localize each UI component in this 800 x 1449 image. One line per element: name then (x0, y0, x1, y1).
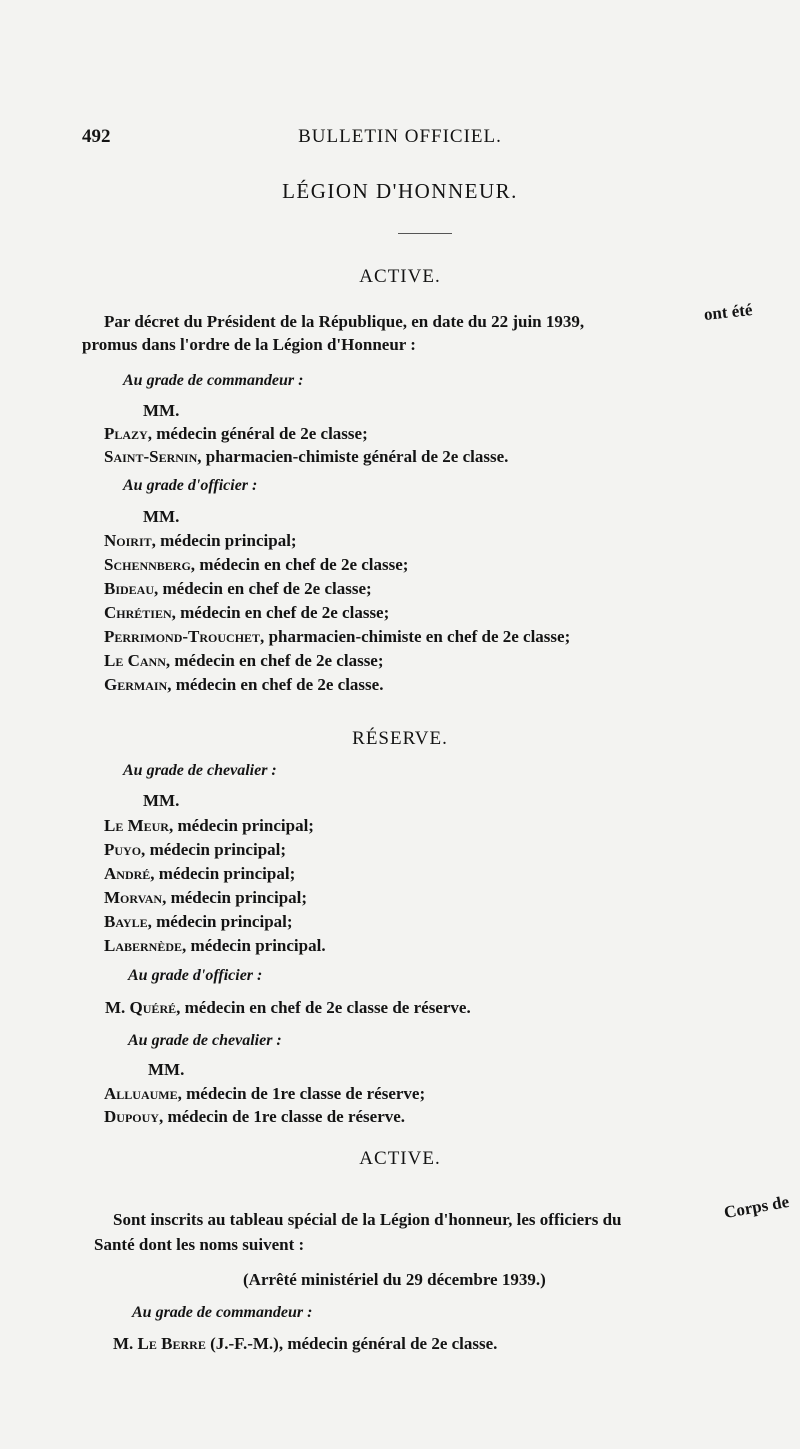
grade-commandeur-2: Au grade de commandeur : (132, 1304, 313, 1321)
commandeur-entry (113, 1335, 497, 1352)
mm-label: MM. (143, 507, 180, 526)
person-name: Germain, (104, 675, 172, 694)
list-item (104, 448, 508, 465)
arrete-line: (Arrêté ministériel du 29 décembre 1939.) (243, 1270, 546, 1289)
person-rank: médecin en chef de 2e classe; (170, 651, 384, 670)
grade-chevalier-1: Au grade de chevalier : (123, 762, 277, 779)
intro2-line-2: Santé dont les noms suivent : (94, 1235, 305, 1254)
active-heading-1: ACTIVE. (359, 266, 441, 287)
grade-officier-1: Au grade d'officier : (123, 477, 258, 494)
list-item (104, 628, 570, 645)
person-rank: médecin principal; (145, 840, 287, 859)
intro2-tail: Corps de (722, 1191, 791, 1223)
prefix-m: M. (105, 998, 130, 1017)
grade-commandeur-1: Au grade de commandeur : (123, 372, 304, 389)
person-name: Schennberg, (104, 555, 196, 574)
intro-tail-1: ont été (702, 300, 754, 325)
list-item (104, 676, 383, 693)
list-item (104, 580, 372, 597)
person-rank: médecin en chef de 2e classe; (195, 555, 409, 574)
person-rank: médecin en chef de 2e classe. (171, 675, 384, 694)
page-number: 492 (82, 126, 111, 147)
officier-reserve-entry (105, 999, 471, 1016)
list-item (104, 1085, 425, 1102)
person-name: Le Berre (137, 1334, 206, 1353)
person-rank: médecin général de 2e classe; (151, 424, 368, 443)
person-rank: pharmacien-chimiste général de 2e classe. (201, 447, 509, 466)
person-rank: médecin en chef de 2e classe de réserve. (180, 998, 471, 1017)
person-name: Bideau, (104, 579, 159, 598)
person-rank: pharmacien-chimiste en chef de 2e classe; (264, 627, 571, 646)
list-item (104, 865, 295, 882)
grade-chevalier-2: Au grade de chevalier : (128, 1032, 282, 1049)
person-rank: médecin principal. (186, 936, 326, 955)
list-item (104, 425, 368, 442)
person-rank: médecin principal; (154, 864, 296, 883)
list-item (104, 1108, 405, 1125)
list-item (104, 556, 408, 573)
person-name: Labernède, (104, 936, 187, 955)
running-header: BULLETIN OFFICIEL. (298, 126, 502, 147)
title-rule (398, 233, 452, 234)
person-name: Puyo, (104, 840, 146, 859)
grade-officier-2: Au grade d'officier : (128, 967, 263, 984)
person-name: André, (104, 864, 155, 883)
person-name: Alluaume, (104, 1084, 182, 1103)
reserve-heading: RÉSERVE. (352, 728, 448, 749)
person-name: Saint-Sernin, (104, 447, 202, 466)
list-item (104, 652, 384, 669)
mm-label: MM. (143, 791, 180, 810)
person-name: Perrimond-Trouchet, (104, 627, 265, 646)
person-name: Le Cann, (104, 651, 171, 670)
prefix-m: M. (113, 1334, 138, 1353)
main-title: LÉGION D'HONNEUR. (282, 179, 518, 203)
person-name: Quéré, (129, 998, 181, 1017)
person-rank: (J.-F.-M.), médecin général de 2e classe. (205, 1334, 498, 1353)
intro2-line-1: Sont inscrits au tableau spécial de la Légion d'honneur, les officiers du (113, 1210, 622, 1229)
person-rank: médecin principal; (151, 912, 293, 931)
person-rank: médecin de 1re classe de réserve. (163, 1107, 406, 1126)
person-name: Morvan, (104, 888, 167, 907)
mm-label: MM. (148, 1060, 185, 1079)
person-name: Chrétien, (104, 603, 176, 622)
person-rank: médecin principal; (155, 531, 297, 550)
person-name: Noirit, (104, 531, 156, 550)
person-name: Dupouy, (104, 1107, 164, 1126)
list-item (104, 913, 293, 930)
person-name: Plazy, (104, 424, 152, 443)
person-name: Bayle, (104, 912, 152, 931)
list-item (104, 841, 286, 858)
person-rank: médecin principal; (166, 888, 308, 907)
intro-line-1: Par décret du Président de la République, en date du 22 juin 1939, (104, 312, 585, 331)
person-name: Le Meur, (104, 816, 174, 835)
intro-line-2: promus dans l'ordre de la Légion d'Honneur : (82, 335, 416, 354)
list-item (104, 817, 314, 834)
person-rank: médecin en chef de 2e classe; (158, 579, 372, 598)
person-rank: médecin de 1re classe de réserve; (181, 1084, 426, 1103)
person-rank: médecin principal; (173, 816, 314, 835)
list-item (104, 937, 326, 954)
active-heading-2: ACTIVE. (359, 1148, 441, 1169)
list-item (104, 604, 389, 621)
list-item (104, 532, 297, 549)
person-rank: médecin en chef de 2e classe; (175, 603, 390, 622)
list-item (104, 889, 307, 906)
mm-label: MM. (143, 401, 180, 420)
